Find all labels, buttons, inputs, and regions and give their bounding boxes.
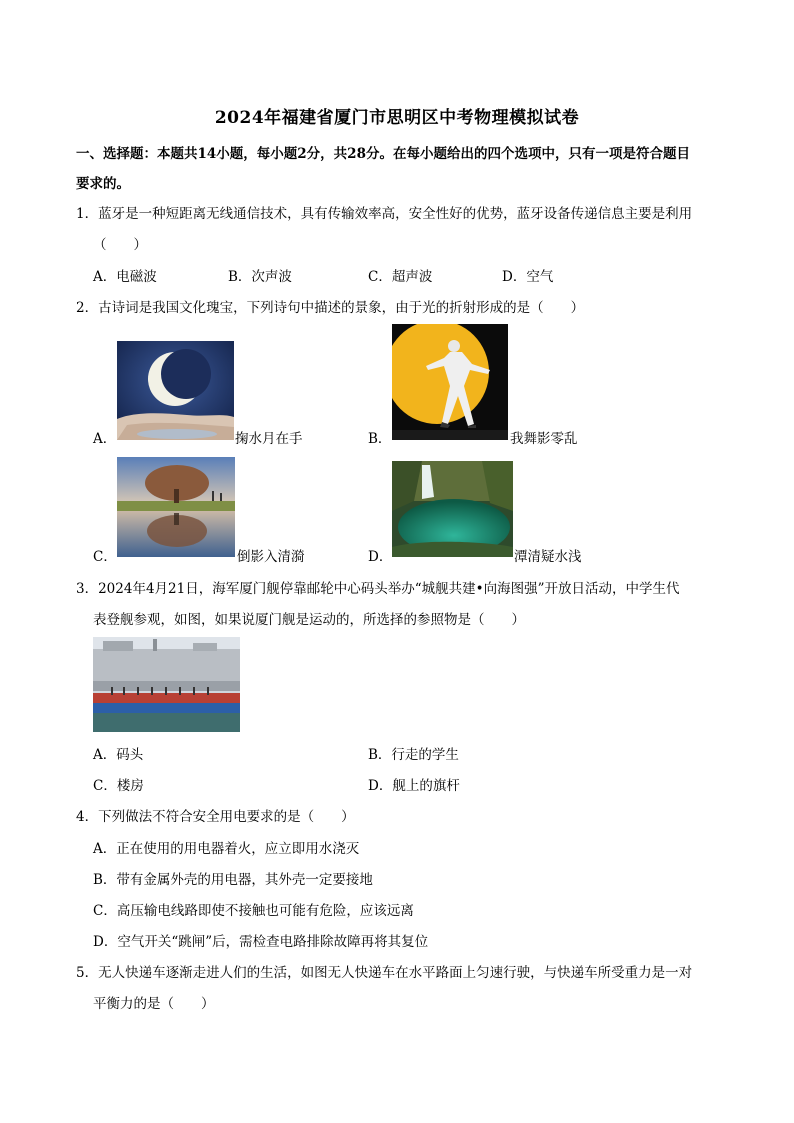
exam-title: 2024年福建省厦门市思明区中考物理模拟试卷 [214, 108, 580, 128]
q2-option-d-caption: 潭清疑水浅 [514, 549, 582, 565]
section-heading-line2: 要求的。 [76, 176, 130, 192]
q2-option-a-caption: 掬水月在手 [235, 431, 303, 447]
q4-option-b: B．带有金属外壳的用电器，其外壳一定要接地 [93, 872, 373, 888]
q4-option-c: C．高压输电线路即使不接触也可能有危险，应该远离 [93, 903, 414, 919]
q1-option-a: A．电磁波 [93, 269, 157, 285]
q2-option-b-caption: 我舞影零乱 [510, 431, 578, 447]
q4-option-d: D．空气开关“跳闸”后，需检查电路排除故障再将其复位 [93, 934, 429, 950]
q3-stem-line2: 表登舰参观，如图，如果说厦门舰是运动的，所选择的参照物是（ ） [93, 612, 525, 628]
q2-option-b-letter: B． [368, 431, 392, 447]
q3-stem-line1: 3．2024年4月21日，海军厦门舰停靠邮轮中心码头举办“城舰共建•向海图强”开放日活动，中学生代 [76, 581, 680, 597]
moon-in-hand-image [117, 341, 234, 440]
tree-reflection-image [117, 457, 235, 557]
q1-stem-line1: 1．蓝牙是一种短距离无线通信技术，具有传输效率高，安全性好的优势，蓝牙设备传递信息主要是利用 [76, 206, 693, 222]
q2-option-a-letter: A． [93, 431, 117, 447]
q5-stem-line2: 平衡力的是（ ） [93, 996, 215, 1012]
q2-option-c-caption: 倒影入清漪 [237, 549, 305, 565]
q1-stem-line2: （ ） [93, 237, 147, 253]
q5-stem-line1: 5．无人快递车逐渐走进人们的生活，如图无人快递车在水平路面上匀速行驶，与快递车所受重力是一对 [76, 965, 693, 981]
q2-option-c-letter: C． [93, 549, 117, 565]
q3-option-d: D．舰上的旗杆 [368, 778, 460, 794]
q1-option-c: C．超声波 [368, 269, 433, 285]
q1-option-d: D．空气 [502, 269, 554, 285]
q1-option-b: B．次声波 [228, 269, 292, 285]
q3-option-a: A．码头 [93, 747, 144, 763]
clear-pond-image [392, 461, 513, 557]
q2-stem: 2．古诗词是我国文化瑰宝，下列诗句中描述的景象，由于光的折射形成的是（ ） [76, 300, 585, 316]
q4-stem: 4．下列做法不符合安全用电要求的是（ ） [76, 809, 355, 825]
section-heading-line1: 一、选择题：本题共14小题，每小题2分，共28分。在每小题给出的四个选项中，只有一项是符合题目 [76, 146, 690, 162]
warship-dock-image [93, 637, 240, 732]
dancer-shadow-image [392, 324, 508, 440]
q3-option-c: C．楼房 [93, 778, 144, 794]
q4-option-a: A．正在使用的用电器着火，应立即用水浇灭 [93, 841, 360, 857]
q2-option-d-letter: D． [368, 549, 393, 565]
q3-option-b: B．行走的学生 [368, 747, 459, 763]
